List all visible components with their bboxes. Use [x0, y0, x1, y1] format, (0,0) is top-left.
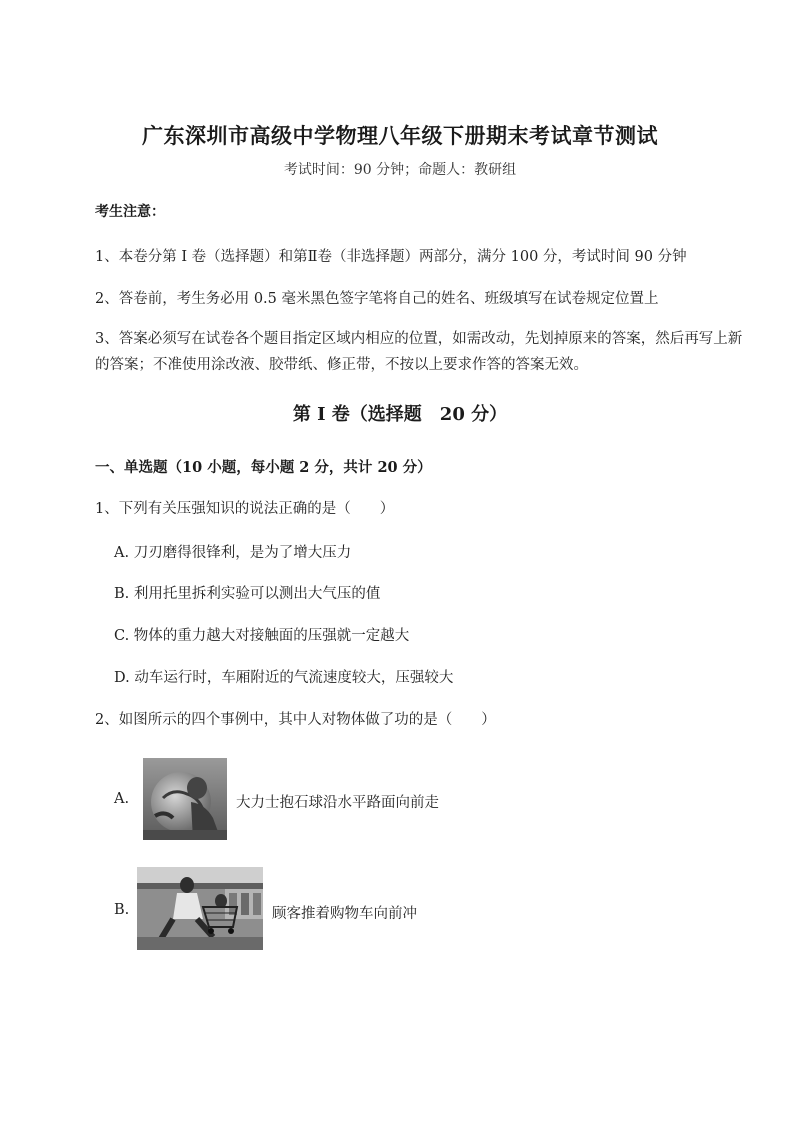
notice-item-3: 3、答案必须写在试卷各个题目指定区域内相应的位置，如需改动，先划掉原来的答案，然后再写上新的答案；不准使用涂改液、胶带纸、修正带，不按以上要求作答的答案无效。 [95, 331, 743, 373]
shopping-cart-photo-icon [137, 867, 263, 950]
notice-item-2: 2、答卷前，考生务必用 0.5 毫米黑色签字笔将自己的姓名、班级填写在试卷规定位置上 [95, 291, 659, 307]
question-1-option-c: C. 物体的重力越大对接触面的压强就一定越大 [114, 628, 410, 644]
strongman-photo-icon [143, 758, 227, 840]
notice-heading: 考生注意： [95, 204, 165, 220]
question-1-stem: 1、下列有关压强知识的说法正确的是（ ） [95, 501, 395, 517]
question-2-option-a-letter: A. [114, 791, 130, 807]
exam-subtitle: 考试时间：90 分钟；命题人：教研组 [283, 162, 517, 178]
part-heading: 一、单选题（10 小题，每小题 2 分，共计 20 分） [95, 459, 432, 476]
question-2-stem: 2、如图所示的四个事例中，其中人对物体做了功的是（ ） [95, 712, 496, 728]
question-2-option-b-label: 顾客推着购物车向前冲 [272, 906, 417, 922]
question-2-option-a-label: 大力士抱石球沿水平路面向前走 [236, 795, 439, 811]
exam-title: 广东深圳市高级中学物理八年级下册期末考试章节测试 [142, 123, 658, 148]
question-1-option-a: A. 刀刃磨得很锋利，是为了增大压力 [114, 545, 352, 561]
section-title: 第 I 卷（选择题 20 分） [292, 404, 508, 425]
question-2-option-b-letter: B. [114, 902, 130, 918]
question-1-option-b: B. 利用托里拆利实验可以测出大气压的值 [114, 586, 381, 602]
notice-item-1: 1、本卷分第 I 卷（选择题）和第Ⅱ卷（非选择题）两部分，满分 100 分，考试时间 90 分钟 [95, 249, 687, 265]
question-1-option-d: D. 动车运行时，车厢附近的气流速度较大，压强较大 [114, 670, 454, 686]
